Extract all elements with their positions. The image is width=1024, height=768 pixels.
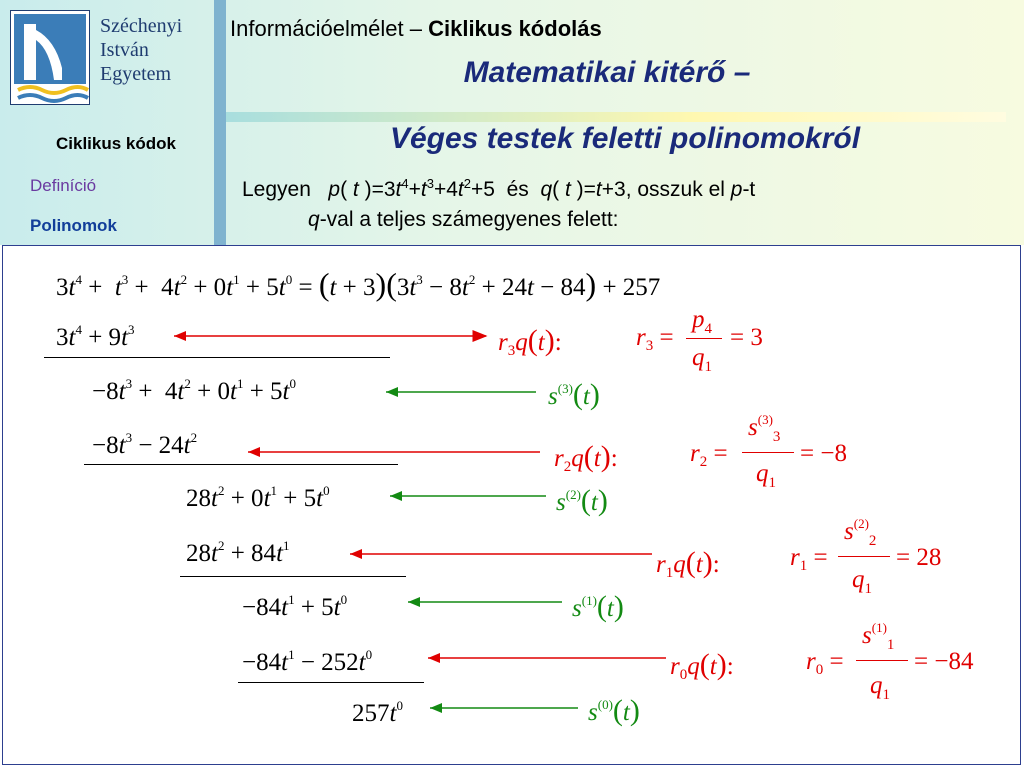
formula-r2-num: $s^{(3)}_3$ [748,412,781,445]
label-s1: $s^{(1)}(t)$ [572,590,624,623]
subtract-step-2: $-8t^3 - 24t^2$ [92,430,198,459]
remainder-2: $28t^2 + 0t^1 + 5t^0$ [186,483,330,512]
nav-item-definicio[interactable]: Definíció [30,176,97,195]
label-r3q: $r_3q(t)$: [498,324,562,359]
remainder-3: $-8t^3 + 4t^2 + 0t^1 + 5t^0$ [92,376,296,405]
problem-statement-line-1: Legyen p( t )$=3t^4+t^3+4t^2+5$ és q( t )=t+3, osszuk el p-t [242,176,756,201]
label-r1q: $r_1q(t)$: [656,546,720,581]
formula-r0-result: = −84 [914,648,974,675]
subtract-step-3: $3t^4 + 9t^3$ [56,322,135,351]
division-rule [84,464,398,465]
nav-section-title: Ciklikus kódok [56,134,176,153]
breadcrumb-topic: Ciklikus kódolás [428,16,602,41]
label-r2q: $r_2q(t)$: [554,440,618,475]
fraction-bar [856,660,908,661]
formula-r3-result: = 3 [730,324,763,351]
label-s2: $s^{(2)}(t)$ [556,484,608,517]
problem-statement-line-2: q-val a teljes számegyenes felett: [308,208,619,231]
nav-item-polinomok[interactable]: Polinomok [30,216,117,235]
formula-r3-lhs: $r_3$ = [636,324,674,354]
division-work-area [2,245,1021,765]
formula-r0-lhs: $r_0$ = [806,648,844,678]
division-rule [44,357,390,358]
breadcrumb [230,16,602,42]
formula-r1-lhs: $r_1$ = [790,544,828,574]
formula-r2-den: $q_1$ [756,460,776,491]
subtract-step-0: $-84t^1 - 252t^0$ [242,647,373,676]
label-s0: $s^{(0)}(t)$ [588,694,640,727]
breadcrumb-course: Információelmélet – [230,16,429,41]
university-name-line: István [100,39,149,61]
university-name-line: Széchenyi [100,15,183,37]
fraction-bar [838,556,890,557]
label-r0q: $r_0q(t)$: [670,648,734,683]
formula-r0-den: $q_1$ [870,672,890,703]
remainder-1: $-84t^1 + 5t^0$ [242,592,348,621]
division-rule [238,682,424,683]
formula-r3-num: $p_4$ [692,306,712,337]
fraction-bar [742,452,794,453]
final-remainder: $257t^0$ [352,698,403,727]
university-name-line: Egyetem [100,63,172,85]
division-rule [180,576,406,577]
formula-r1-result: = 28 [896,544,942,571]
formula-r2-result: = −8 [800,440,847,467]
slide-title-line-2: Véges testek feletti polinomokról [389,122,861,155]
formula-r1-num: $s^{(2)}_2$ [844,516,877,549]
formula-r3-den: $q_1$ [692,344,712,375]
header-rule [226,112,1006,122]
formula-r2-lhs: $r_2$ = [690,440,728,470]
formula-r0-num: $s^{(1)}_1$ [862,620,895,653]
sidebar-divider [214,0,226,245]
division-identity: $3t^4 + t^3 + 4t^2 + 0t^1 + 5t^0 = (t + 3)(3t^3 - 8t^2 + 24t - 84) + 257$ [56,266,661,302]
slide-title-line-1: Matematikai kitérő – [463,56,751,89]
formula-r1-den: $q_1$ [852,566,872,597]
subtract-step-1: $28t^2 + 84t^1$ [186,538,290,567]
label-s3: $s^{(3)}(t)$ [548,378,600,411]
fraction-bar [686,338,722,339]
